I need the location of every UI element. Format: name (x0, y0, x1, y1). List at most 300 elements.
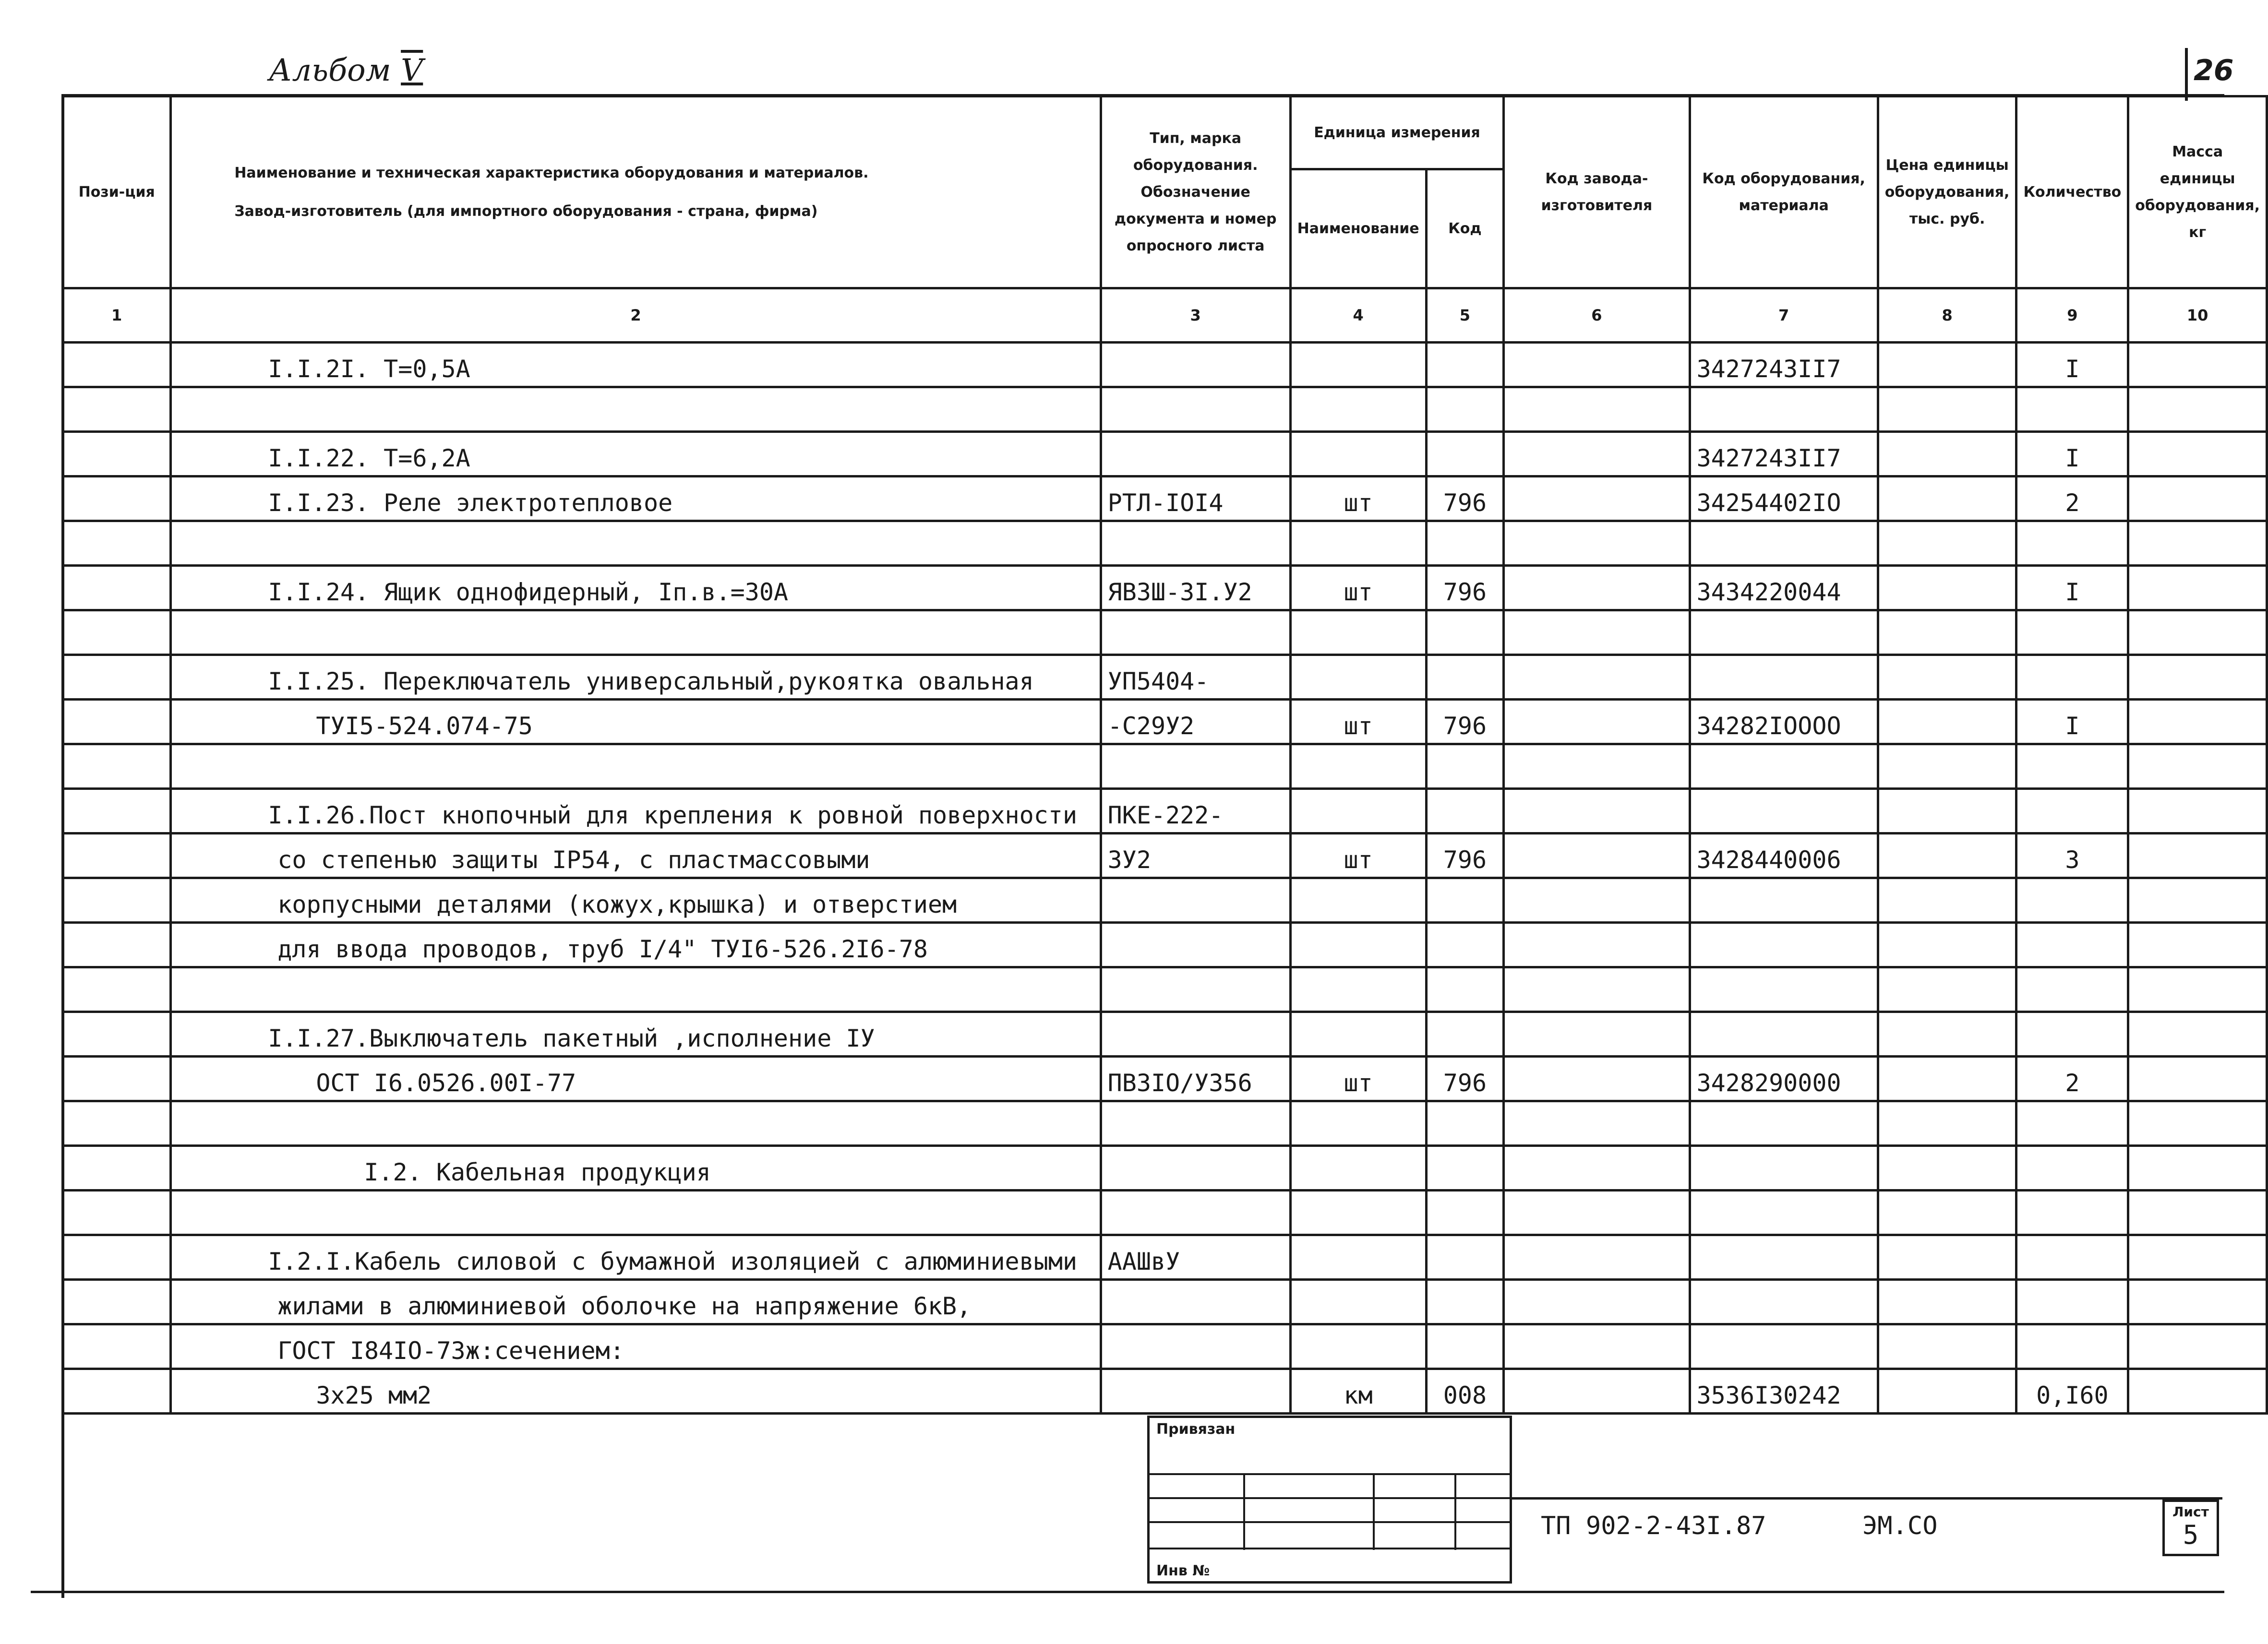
cell-equipment-code (1690, 1146, 1878, 1191)
cell-unit-code (1426, 432, 1504, 477)
cell-unit-code (1426, 1101, 1504, 1146)
cell-equipment-code: 34282IOOOO (1690, 700, 1878, 744)
table-row (63, 1369, 2267, 1414)
cell-unit-name: шт (1290, 700, 1426, 744)
cell-factory-code (1504, 521, 1690, 566)
column-number: 3 (1101, 288, 1290, 343)
cell-equipment-code (1690, 967, 1878, 1012)
cell-price (1878, 744, 2016, 789)
cell-type (1101, 1324, 1290, 1369)
stamp-line (1373, 1473, 1375, 1550)
stamp-inventory-label: Инв № (1156, 1562, 1210, 1579)
cell-price (1878, 789, 2016, 834)
cell-position (63, 387, 171, 432)
col-unit-name-header: Наименование (1290, 169, 1426, 288)
table-row (63, 566, 2267, 610)
cell-mass (2128, 1280, 2267, 1324)
cell-position (63, 878, 171, 923)
cell-mass (2128, 477, 2267, 521)
cell-quantity: I (2016, 700, 2128, 744)
table-row (63, 1057, 2267, 1101)
cell-type: ААШвУ (1101, 1235, 1290, 1280)
cell-unit-name (1290, 878, 1426, 923)
table-row (63, 387, 2267, 432)
cell-type: -С29У2 (1101, 700, 1290, 744)
cell-price (1878, 1057, 2016, 1101)
cell-name (171, 1101, 1101, 1146)
cell-quantity (2016, 1146, 2128, 1191)
cell-position (63, 1369, 171, 1414)
cell-position (63, 834, 171, 878)
cell-mass (2128, 1235, 2267, 1280)
table-row (63, 1191, 2267, 1235)
cell-factory-code (1504, 1012, 1690, 1057)
table-row (63, 1146, 2267, 1191)
cell-quantity (2016, 387, 2128, 432)
cell-mass (2128, 655, 2267, 700)
cell-equipment-code: 3536I30242 (1690, 1369, 1878, 1414)
cell-equipment-code: 3428440006 (1690, 834, 1878, 878)
cell-name: со степенью защиты IP54, с пластмассовыми (171, 834, 1101, 878)
table-body (63, 288, 2267, 1414)
cell-mass (2128, 744, 2267, 789)
cell-quantity: 2 (2016, 477, 2128, 521)
col-type-header: Тип, марка оборудования. Обозначение документа и номер опросного листа (1101, 96, 1290, 288)
cell-type (1101, 1369, 1290, 1414)
document-suffix: ЭМ.СО (1862, 1512, 1938, 1540)
cell-factory-code (1504, 655, 1690, 700)
cell-quantity: 3 (2016, 834, 2128, 878)
cell-factory-code (1504, 700, 1690, 744)
cell-price (1878, 655, 2016, 700)
cell-quantity (2016, 1191, 2128, 1235)
cell-unit-name (1290, 1146, 1426, 1191)
table-row (63, 744, 2267, 789)
cell-unit-code (1426, 967, 1504, 1012)
cell-quantity: 0,I60 (2016, 1369, 2128, 1414)
cell-quantity (2016, 1235, 2128, 1280)
column-number: 9 (2016, 288, 2128, 343)
cell-unit-name (1290, 967, 1426, 1012)
cell-price (1878, 387, 2016, 432)
table-row (63, 1324, 2267, 1369)
cell-mass (2128, 610, 2267, 655)
cell-quantity (2016, 1280, 2128, 1324)
cell-type (1101, 432, 1290, 477)
bottom-rule (31, 1591, 2224, 1593)
col-equipment-code-header: Код оборудования, материала (1690, 96, 1878, 288)
cell-unit-code (1426, 789, 1504, 834)
cell-equipment-code (1690, 1191, 1878, 1235)
album-volume: V (401, 53, 423, 88)
cell-type (1101, 1101, 1290, 1146)
cell-unit-name (1290, 655, 1426, 700)
cell-type: ЯВЗШ-3I.У2 (1101, 566, 1290, 610)
cell-unit-code (1426, 655, 1504, 700)
cell-mass (2128, 432, 2267, 477)
cell-unit-code (1426, 521, 1504, 566)
cell-name (171, 967, 1101, 1012)
stamp-tied-label: Привязан (1156, 1421, 1236, 1438)
cell-name (171, 744, 1101, 789)
cell-price (1878, 1280, 2016, 1324)
cell-quantity: I (2016, 432, 2128, 477)
table-row (63, 477, 2267, 521)
cell-factory-code (1504, 834, 1690, 878)
cell-mass (2128, 1057, 2267, 1101)
cell-position (63, 1191, 171, 1235)
specification-table (61, 95, 2268, 1415)
cell-mass (2128, 343, 2267, 387)
table-row (63, 1235, 2267, 1280)
cell-equipment-code (1690, 521, 1878, 566)
col-name-header-line1: Наименование и техническая характеристика оборудования и материалов. (234, 164, 869, 181)
cell-factory-code (1504, 566, 1690, 610)
column-number: 8 (1878, 288, 2016, 343)
cell-equipment-code: 3428290000 (1690, 1057, 1878, 1101)
cell-type: ПВЗIO/У356 (1101, 1057, 1290, 1101)
table-row (63, 834, 2267, 878)
cell-position (63, 343, 171, 387)
cell-factory-code (1504, 387, 1690, 432)
cell-name (171, 521, 1101, 566)
cell-equipment-code (1690, 789, 1878, 834)
cell-price (1878, 343, 2016, 387)
cell-mass (2128, 1369, 2267, 1414)
cell-mass (2128, 1191, 2267, 1235)
cell-price (1878, 1324, 2016, 1369)
col-price-header: Цена единицы оборудования, тыс. руб. (1878, 96, 2016, 288)
cell-price (1878, 1012, 2016, 1057)
cell-factory-code (1504, 744, 1690, 789)
cell-unit-code (1426, 878, 1504, 923)
table-row (63, 343, 2267, 387)
sheet-label: Лист (2172, 1504, 2209, 1520)
cell-mass (2128, 789, 2267, 834)
cell-unit-code (1426, 1191, 1504, 1235)
cell-type: УП5404- (1101, 655, 1290, 700)
cell-position (63, 521, 171, 566)
cell-unit-name (1290, 610, 1426, 655)
cell-quantity: I (2016, 566, 2128, 610)
cell-price (1878, 432, 2016, 477)
cell-equipment-code (1690, 1235, 1878, 1280)
cell-factory-code (1504, 432, 1690, 477)
cell-position (63, 923, 171, 967)
column-number-row (63, 288, 2267, 343)
cell-price (1878, 923, 2016, 967)
col-position-header: Пози-ция (63, 96, 171, 288)
cell-unit-name (1290, 744, 1426, 789)
cell-name: I.I.24. Ящик однофидерный, Iп.в.=30А (171, 566, 1101, 610)
cell-unit-name (1290, 1191, 1426, 1235)
cell-equipment-code (1690, 610, 1878, 655)
cell-equipment-code (1690, 923, 1878, 967)
cell-name: жилами в алюминиевой оболочке на напряжение 6кВ, (171, 1280, 1101, 1324)
cell-position (63, 1012, 171, 1057)
cell-position (63, 967, 171, 1012)
cell-quantity (2016, 967, 2128, 1012)
cell-name: ГОСТ I84IO-73ж:сечением: (171, 1324, 1101, 1369)
document-code: ТП 902-2-43I.87 (1541, 1512, 1766, 1540)
cell-type (1101, 521, 1290, 566)
cell-unit-name (1290, 387, 1426, 432)
col-unit-group-header: Единица измерения (1290, 96, 1504, 169)
cell-unit-name (1290, 343, 1426, 387)
cell-quantity (2016, 789, 2128, 834)
cell-factory-code (1504, 1191, 1690, 1235)
stamp-line (1454, 1473, 1456, 1550)
table-row (63, 1101, 2267, 1146)
cell-quantity (2016, 878, 2128, 923)
sheet-number-separator (2185, 48, 2188, 101)
table-row (63, 923, 2267, 967)
cell-unit-name (1290, 521, 1426, 566)
cell-unit-code (1426, 1012, 1504, 1057)
cell-mass (2128, 387, 2267, 432)
column-number: 4 (1290, 288, 1426, 343)
cell-unit-code: 796 (1426, 566, 1504, 610)
table-row (63, 967, 2267, 1012)
cell-price (1878, 477, 2016, 521)
cell-factory-code (1504, 1101, 1690, 1146)
table-row (63, 521, 2267, 566)
cell-type (1101, 1012, 1290, 1057)
cell-equipment-code: 3427243II7 (1690, 432, 1878, 477)
cell-position (63, 1057, 171, 1101)
cell-unit-name (1290, 1235, 1426, 1280)
cell-position (63, 1280, 171, 1324)
cell-name (171, 610, 1101, 655)
cell-mass (2128, 834, 2267, 878)
cell-factory-code (1504, 343, 1690, 387)
cell-type (1101, 923, 1290, 967)
cell-mass (2128, 923, 2267, 967)
cell-name: I.I.22. T=6,2A (171, 432, 1101, 477)
sheet-box (2162, 1500, 2219, 1556)
cell-unit-name (1290, 1324, 1426, 1369)
cell-quantity (2016, 1324, 2128, 1369)
cell-mass (2128, 521, 2267, 566)
table-header (63, 96, 2267, 288)
table-row (63, 789, 2267, 834)
cell-name (171, 1191, 1101, 1235)
cell-position (63, 700, 171, 744)
cell-position (63, 655, 171, 700)
cell-unit-code (1426, 610, 1504, 655)
column-number: 1 (63, 288, 171, 343)
cell-price (1878, 610, 2016, 655)
cell-mass (2128, 1146, 2267, 1191)
cell-factory-code (1504, 878, 1690, 923)
cell-quantity (2016, 744, 2128, 789)
cell-mass (2128, 967, 2267, 1012)
stamp-line (1243, 1473, 1245, 1550)
cell-name: ОСТ I6.0526.00I-77 (171, 1057, 1101, 1101)
cell-unit-name: км (1290, 1369, 1426, 1414)
cell-quantity (2016, 923, 2128, 967)
cell-position (63, 566, 171, 610)
table-row (63, 432, 2267, 477)
cell-type (1101, 878, 1290, 923)
cell-factory-code (1504, 1235, 1690, 1280)
cell-type: РТЛ-IOI4 (1101, 477, 1290, 521)
cell-equipment-code (1690, 744, 1878, 789)
cell-factory-code (1504, 1146, 1690, 1191)
sheet-number: 5 (2183, 1520, 2199, 1550)
cell-name: I.I.23. Реле электротепловое (171, 477, 1101, 521)
cell-unit-code: 796 (1426, 1057, 1504, 1101)
cell-unit-code (1426, 923, 1504, 967)
cell-equipment-code (1690, 1280, 1878, 1324)
cell-type (1101, 744, 1290, 789)
cell-quantity (2016, 610, 2128, 655)
cell-unit-name: шт (1290, 566, 1426, 610)
cell-unit-name: шт (1290, 477, 1426, 521)
cell-name: I.I.26.Пост кнопочный для крепления к ровной поверхности (171, 789, 1101, 834)
cell-type (1101, 343, 1290, 387)
tie-in-stamp (1147, 1416, 1512, 1584)
cell-quantity: I (2016, 343, 2128, 387)
cell-factory-code (1504, 1369, 1690, 1414)
cell-quantity: 2 (2016, 1057, 2128, 1101)
cell-name: I.I.2I. T=0,5A (171, 343, 1101, 387)
cell-type (1101, 967, 1290, 1012)
cell-position (63, 477, 171, 521)
cell-price (1878, 1146, 2016, 1191)
cell-unit-code (1426, 1280, 1504, 1324)
cell-quantity (2016, 655, 2128, 700)
cell-price (1878, 1191, 2016, 1235)
cell-type (1101, 610, 1290, 655)
cell-quantity (2016, 1012, 2128, 1057)
cell-price (1878, 1369, 2016, 1414)
cell-name: ТУI5-524.074-75 (171, 700, 1101, 744)
cell-unit-code (1426, 343, 1504, 387)
cell-unit-code (1426, 1146, 1504, 1191)
cell-price (1878, 1101, 2016, 1146)
cell-type (1101, 1146, 1290, 1191)
cell-equipment-code (1690, 1012, 1878, 1057)
col-name-header-line2: Завод-изготовитель (для импортного оборудования - страна, фирма) (234, 203, 818, 220)
column-number: 7 (1690, 288, 1878, 343)
cell-equipment-code (1690, 878, 1878, 923)
cell-factory-code (1504, 923, 1690, 967)
cell-type: 3У2 (1101, 834, 1290, 878)
cell-mass (2128, 1012, 2267, 1057)
album-label: Альбом (269, 53, 391, 88)
cell-unit-code: 796 (1426, 477, 1504, 521)
cell-unit-name (1290, 923, 1426, 967)
cell-factory-code (1504, 477, 1690, 521)
cell-unit-name: шт (1290, 1057, 1426, 1101)
cell-mass (2128, 1324, 2267, 1369)
cell-equipment-code: 34254402IO (1690, 477, 1878, 521)
cell-quantity (2016, 521, 2128, 566)
title-block-rule (1512, 1497, 2222, 1500)
cell-name: I.2. Кабельная продукция (171, 1146, 1101, 1191)
cell-factory-code (1504, 1057, 1690, 1101)
cell-mass (2128, 700, 2267, 744)
album-title (269, 53, 423, 88)
cell-equipment-code: 3427243II7 (1690, 343, 1878, 387)
cell-position (63, 1101, 171, 1146)
col-factory-code-header: Код завода-изготовителя (1504, 96, 1690, 288)
column-number: 2 (171, 288, 1101, 343)
cell-price (1878, 566, 2016, 610)
cell-type (1101, 1280, 1290, 1324)
cell-price (1878, 834, 2016, 878)
cell-unit-name (1290, 1280, 1426, 1324)
cell-position (63, 1146, 171, 1191)
cell-unit-code (1426, 1235, 1504, 1280)
cell-price (1878, 1235, 2016, 1280)
cell-unit-code (1426, 744, 1504, 789)
cell-price (1878, 700, 2016, 744)
cell-factory-code (1504, 1280, 1690, 1324)
cell-quantity (2016, 1101, 2128, 1146)
table-row (63, 1012, 2267, 1057)
sheet-number-top: 26 (2194, 54, 2234, 87)
cell-equipment-code: 3434220044 (1690, 566, 1878, 610)
cell-name: для ввода проводов, труб I/4" ТУI6-526.2I6-78 (171, 923, 1101, 967)
cell-price (1878, 878, 2016, 923)
cell-unit-name (1290, 1012, 1426, 1057)
cell-position (63, 744, 171, 789)
cell-unit-code (1426, 1324, 1504, 1369)
cell-factory-code (1504, 789, 1690, 834)
cell-price (1878, 521, 2016, 566)
cell-mass (2128, 878, 2267, 923)
cell-unit-code: 796 (1426, 700, 1504, 744)
cell-type (1101, 1191, 1290, 1235)
cell-equipment-code (1690, 1101, 1878, 1146)
cell-name: I.I.25. Переключатель универсальный,рукоятка овальная (171, 655, 1101, 700)
table-row (63, 878, 2267, 923)
cell-position (63, 1324, 171, 1369)
column-number: 6 (1504, 288, 1690, 343)
cell-unit-code (1426, 387, 1504, 432)
cell-type: ПКЕ-222- (1101, 789, 1290, 834)
table-row (63, 1280, 2267, 1324)
table-row (63, 610, 2267, 655)
cell-type (1101, 387, 1290, 432)
cell-unit-code: 796 (1426, 834, 1504, 878)
cell-factory-code (1504, 967, 1690, 1012)
cell-unit-name (1290, 432, 1426, 477)
cell-equipment-code (1690, 655, 1878, 700)
cell-price (1878, 967, 2016, 1012)
cell-factory-code (1504, 610, 1690, 655)
cell-factory-code (1504, 1324, 1690, 1369)
cell-name: 3х25 мм2 (171, 1369, 1101, 1414)
cell-position (63, 1235, 171, 1280)
table-row (63, 655, 2267, 700)
cell-unit-code: 008 (1426, 1369, 1504, 1414)
cell-equipment-code (1690, 387, 1878, 432)
column-number: 5 (1426, 288, 1504, 343)
col-mass-header: Масса единицы оборудования, кг (2128, 96, 2267, 288)
cell-name: корпусными деталями (кожух,крышка) и отверстием (171, 878, 1101, 923)
cell-name (171, 387, 1101, 432)
cell-position (63, 610, 171, 655)
cell-unit-name (1290, 1101, 1426, 1146)
table-row (63, 700, 2267, 744)
cell-equipment-code (1690, 1324, 1878, 1369)
column-number: 10 (2128, 288, 2267, 343)
cell-position (63, 789, 171, 834)
cell-mass (2128, 566, 2267, 610)
